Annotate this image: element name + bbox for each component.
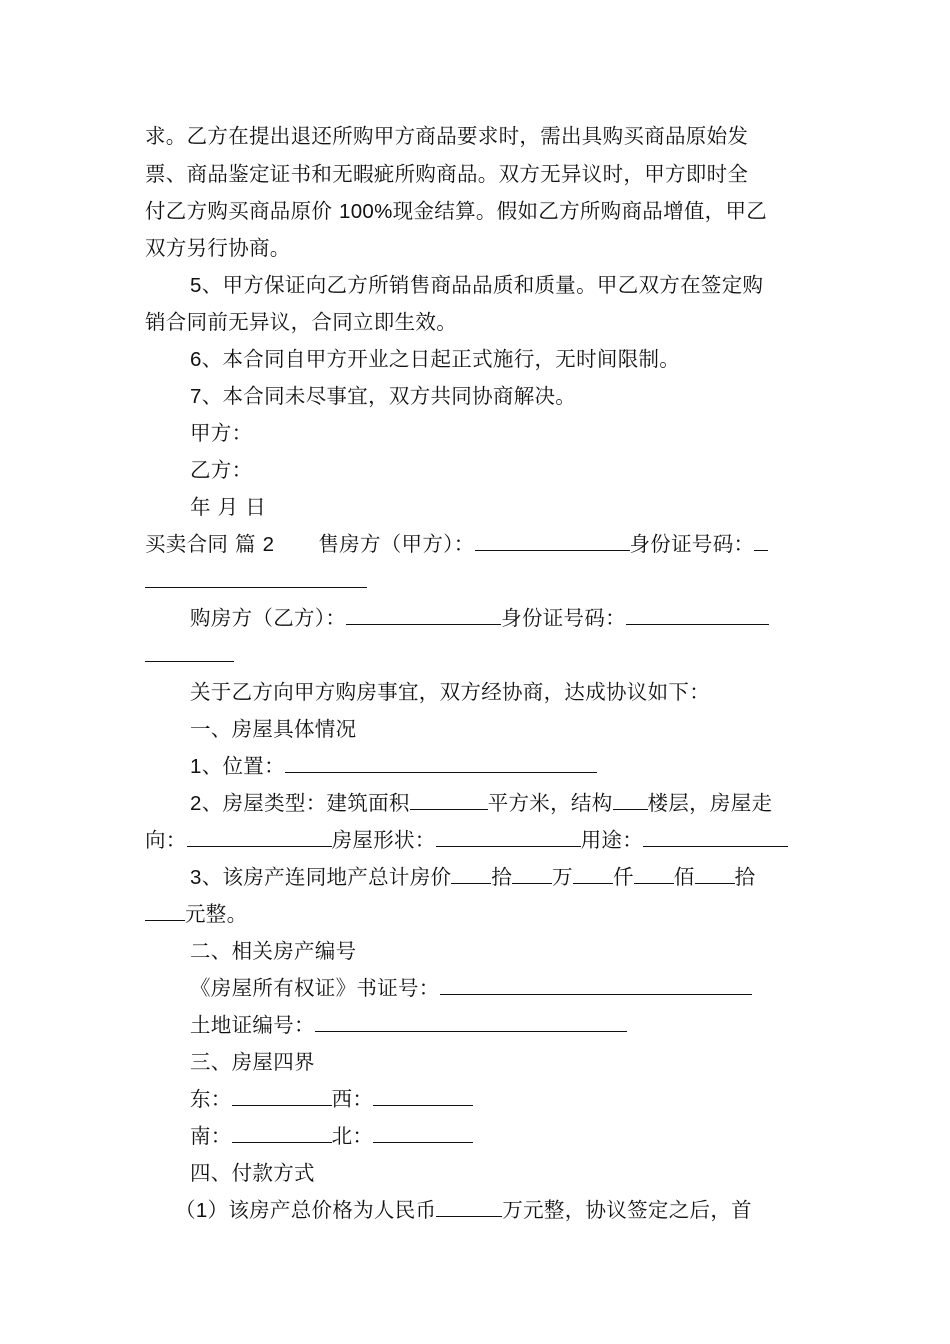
text-line	[145, 160, 748, 188]
text: 买卖合同 篇	[145, 532, 263, 556]
price-blank	[451, 865, 491, 884]
text: 、该房产连同地产总计房价	[201, 865, 452, 889]
clause-number: 7	[190, 385, 202, 408]
section-heading-2	[190, 937, 356, 965]
shape-blank	[436, 828, 581, 847]
text: 佰	[673, 865, 695, 889]
boundary-east-west	[190, 1085, 473, 1113]
text: 一、房屋具体情况	[190, 717, 357, 741]
house-type-line	[190, 789, 772, 818]
price-blank	[512, 865, 552, 884]
price-blank	[634, 865, 674, 884]
area-blank	[410, 791, 488, 810]
contract-2-heading	[145, 530, 768, 559]
structure-blank	[613, 791, 648, 810]
text: 票、商品鉴定证书和无暇疵所购商品。双方无异议时，甲方即时全	[145, 162, 749, 186]
price-line	[190, 863, 755, 892]
buyer-line	[190, 604, 769, 632]
text: 双方另行协商。	[145, 236, 291, 260]
text: 、本合同未尽事宜，双方共同协商解决。	[201, 384, 577, 408]
text: 求。乙方在提出退还所购甲方商品要求时，需出具购买商品原始发	[145, 124, 749, 148]
text: （	[175, 1198, 196, 1222]
text: 拾	[734, 865, 756, 889]
text: 拾	[491, 865, 513, 889]
clause-number: 3	[190, 866, 202, 889]
text: 《房屋所有权证》书证号：	[190, 976, 440, 1000]
price-blank	[573, 865, 613, 884]
text: 身份证号码：	[501, 606, 626, 630]
price-blank	[145, 902, 185, 921]
payment-line	[175, 1196, 752, 1225]
text: 土地证编号：	[190, 1013, 315, 1037]
section-heading-4	[190, 1159, 315, 1187]
text: 、甲方保证向乙方所销售商品品质和质量。甲乙双方在签定购	[201, 273, 764, 297]
text: 平方米，结构	[487, 791, 613, 815]
seller-name-blank	[475, 532, 630, 551]
text: 购房方（乙方）：	[190, 606, 347, 630]
clause-7	[190, 382, 576, 411]
text: ）该房产总价格为人民币	[207, 1198, 437, 1222]
text-line	[145, 122, 748, 150]
text-line	[145, 641, 234, 669]
seller-id-blank	[754, 532, 768, 551]
party-b-signature	[190, 456, 252, 484]
buyer-id-blank	[626, 606, 769, 625]
text: 房屋形状：	[331, 828, 436, 852]
land-cert-blank	[315, 1013, 627, 1032]
text: 元整。	[185, 902, 248, 926]
text: 二、相关房产编号	[190, 939, 357, 963]
east-blank	[232, 1087, 332, 1106]
text: 西：	[331, 1087, 374, 1111]
south-blank	[232, 1124, 332, 1143]
orientation-line	[145, 826, 788, 854]
text-line	[145, 308, 457, 336]
party-a-signature	[190, 419, 252, 447]
buyer-id-blank-cont	[145, 643, 234, 662]
text: 三、房屋四界	[190, 1050, 315, 1074]
text: 楼层，房屋走	[647, 791, 773, 815]
text: 东：	[190, 1087, 232, 1111]
text: 南：	[190, 1124, 232, 1148]
price-blank	[695, 865, 735, 884]
north-blank	[373, 1124, 473, 1143]
clause-number: 2	[190, 792, 202, 815]
clause-number: 1	[190, 755, 202, 778]
property-cert-blank	[440, 976, 752, 995]
text: 年 月 日	[190, 495, 267, 519]
seller-id-blank-cont	[145, 569, 367, 588]
section-heading-3	[190, 1048, 315, 1076]
percentage: 100%	[339, 200, 393, 223]
section-heading-1	[190, 715, 356, 743]
text: 向：	[145, 828, 187, 852]
orientation-blank	[187, 828, 332, 847]
property-cert-line	[190, 974, 752, 1002]
west-blank	[373, 1087, 473, 1106]
clause-5	[190, 271, 763, 300]
text: 、位置：	[201, 754, 285, 778]
usage-blank	[643, 828, 788, 847]
clause-number: 1	[195, 1199, 208, 1222]
land-cert-line	[190, 1011, 627, 1039]
text: 付乙方购买商品原价	[145, 199, 340, 223]
text: 用途：	[580, 828, 644, 852]
text: 甲方：	[190, 421, 253, 445]
text: 万元整，协议签定之后，首	[502, 1198, 752, 1222]
text-line	[145, 900, 247, 928]
text-line	[145, 197, 767, 226]
text: 万	[552, 865, 573, 889]
clause-number: 5	[190, 274, 202, 297]
text-line	[145, 567, 367, 595]
section-number: 2	[262, 533, 275, 556]
text: 四、付款方式	[190, 1161, 315, 1185]
text: 北：	[331, 1124, 374, 1148]
text: 现金结算。假如乙方所购商品增值，甲乙	[392, 199, 768, 223]
text: 乙方：	[190, 458, 253, 482]
text: 仟	[612, 865, 634, 889]
location-line	[190, 752, 597, 781]
clause-6	[190, 345, 680, 374]
text-line	[190, 678, 710, 706]
text: 售房方（甲方）：	[318, 532, 475, 556]
clause-number: 6	[190, 348, 202, 371]
location-blank	[285, 754, 597, 773]
text: 关于乙方向甲方购房事宜，双方经协商，达成协议如下：	[190, 680, 710, 704]
buyer-name-blank	[346, 606, 501, 625]
boundary-south-north	[190, 1122, 473, 1150]
text: 、本合同自甲方开业之日起正式施行，无时间限制。	[201, 347, 681, 371]
date-line	[190, 493, 266, 521]
text: 身份证号码：	[629, 532, 755, 556]
total-price-blank	[436, 1198, 502, 1217]
text: 销合同前无异议，合同立即生效。	[145, 310, 457, 334]
text: 、房屋类型：建筑面积	[201, 791, 410, 815]
text-line	[145, 234, 291, 262]
